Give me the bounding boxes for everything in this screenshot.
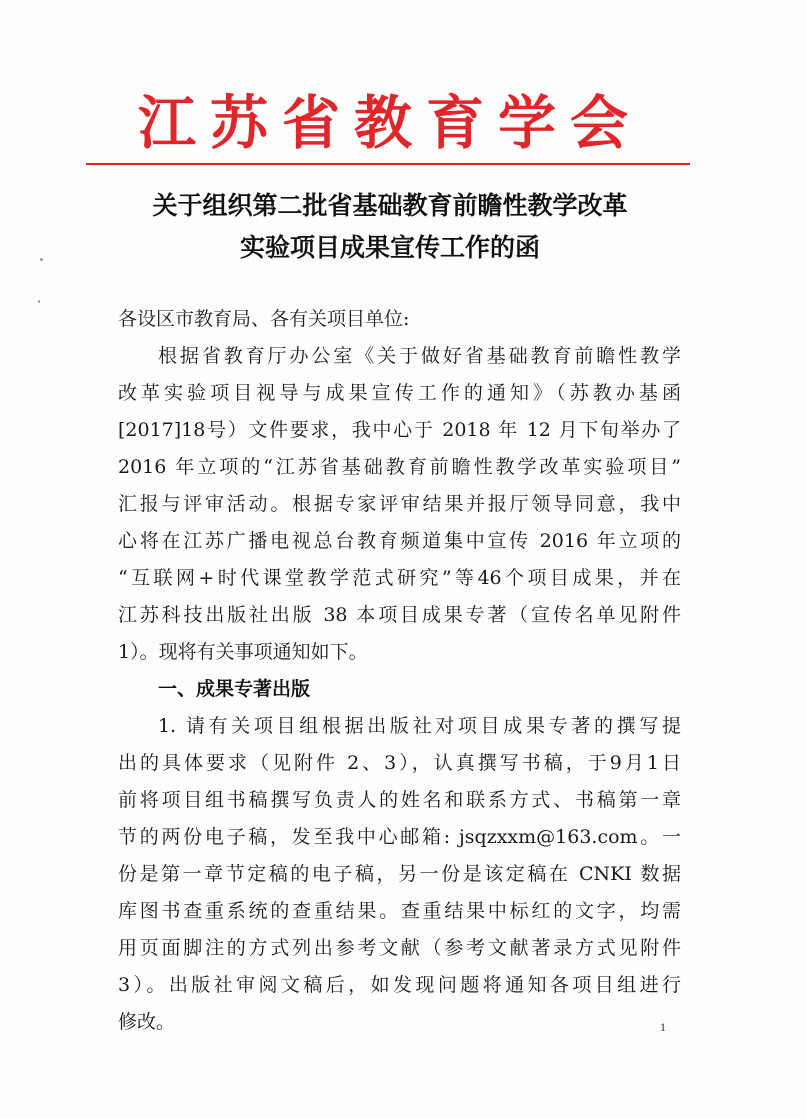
paragraph-line: 节的两份电子稿，发至我中心邮箱: jsqzxxm@163.com。一: [118, 826, 681, 848]
scan-speck: [38, 300, 40, 303]
scan-speck: [40, 258, 43, 261]
paragraph-line: 心将在江苏广播电视总台教育频道集中宣传 2016 年立项的: [118, 530, 681, 552]
document-title-line-2: 实验项目成果宣传工作的函: [239, 233, 540, 262]
paragraph-line: 份是第一章节定稿的电子稿，另一份是该定稿在 CNKI 数据: [118, 863, 681, 885]
paragraph-line: 改革实验项目视导与成果宣传工作的通知》（苏教办基函: [118, 382, 681, 404]
paragraph-line: 用页面脚注的方式列出参考文献（参考文献著录方式见附件: [118, 937, 681, 959]
page-number: 1: [660, 1020, 666, 1034]
section-heading: 一、成果专著出版: [158, 678, 311, 700]
salutation: 各设区市教育局、各有关项目单位:: [118, 308, 410, 330]
paragraph-line: 库图书查重系统的查重结果。查重结果中标红的文字，均需: [118, 900, 681, 922]
paragraph-line: 汇报与评审活动。根据专家评审结果并报厅领导同意，我中: [118, 493, 681, 515]
paragraph-line: [2017]18号）文件要求，我中心于 2018 年 12 月下旬举办了: [118, 419, 681, 441]
paragraph-line: 江苏科技出版社出版 38 本项目成果专著（宣传名单见附件: [118, 604, 681, 626]
letterhead-rule: [86, 163, 690, 165]
paragraph-line: 1. 请有关项目组根据出版社对项目成果专著的撰写提: [158, 715, 681, 737]
paragraph-line: 1）。现将有关事项通知如下。: [118, 641, 368, 663]
paragraph-line: 修改。: [118, 1011, 176, 1033]
paragraph-line: “互联网+时代课堂教学范式研究”等46个项目成果，并在: [118, 567, 681, 589]
paragraph-line: 前将项目组书稿撰写负责人的姓名和联系方式、书稿第一章: [118, 789, 681, 811]
document-title-line-1: 关于组织第二批省基础教育前瞻性教学改革: [152, 191, 628, 220]
paragraph-line: 根据省教育厅办公室《关于做好省基础教育前瞻性教学: [158, 345, 681, 367]
letterhead-organization: 江苏省教育学会: [137, 89, 642, 157]
paragraph-line: 2016 年立项的“江苏省基础教育前瞻性教学改革实验项目”: [118, 456, 681, 478]
paragraph-line: 3）。出版社审阅文稿后，如发现问题将通知各项目组进行: [118, 974, 681, 996]
paragraph-line: 出的具体要求（见附件 2、3），认真撰写书稿，于9月1日: [118, 752, 681, 774]
